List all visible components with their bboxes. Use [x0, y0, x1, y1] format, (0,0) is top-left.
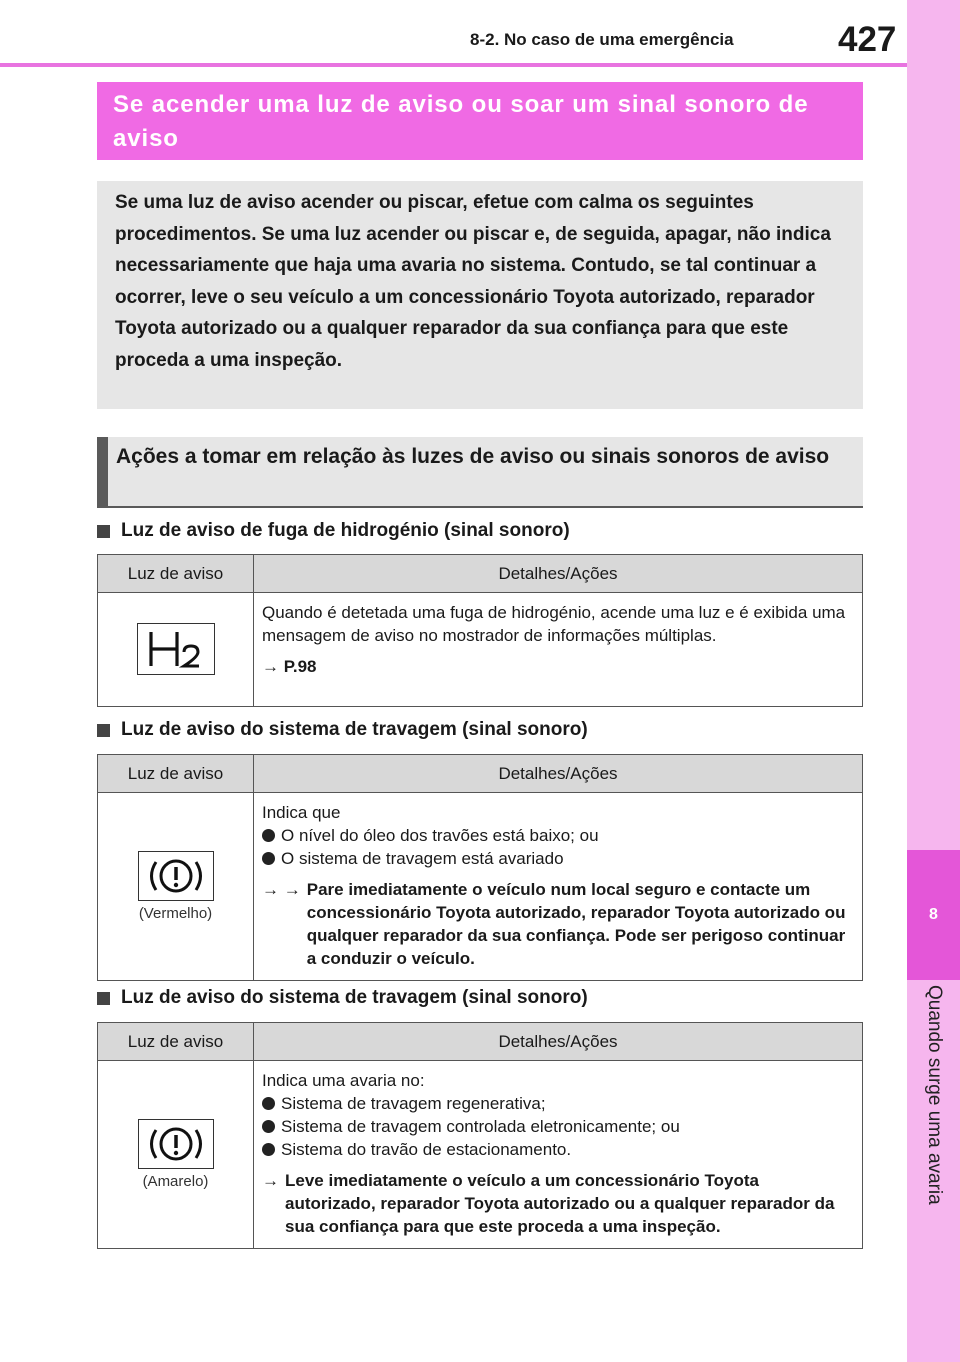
- list-item: [262, 1115, 854, 1138]
- list-item-text: O nível do óleo dos travões está baixo; ou: [281, 826, 599, 845]
- action-note-text: Pare imediatamente o veículo num local seguro e contacte um concessionário Toyota autorizado, reparador Toyota autorizado ou qualquer reparador da sua confiança. Pode ser perigoso continuar a conduzir o veículo.: [306, 880, 846, 968]
- warning-table-brake-amber: [97, 1022, 863, 1249]
- warning-light-color-label: (Vermelho): [138, 905, 213, 922]
- table-row: [98, 593, 863, 707]
- item-heading-hydrogen: [97, 520, 570, 542]
- arrow-icon: → →: [262, 880, 301, 899]
- list-item: [262, 1138, 854, 1161]
- action-note: [262, 1169, 854, 1238]
- detail-intro: Indica uma avaria no:: [262, 1071, 425, 1090]
- column-header-details: Detalhes/Ações: [254, 555, 863, 593]
- subsection-heading: [97, 437, 863, 508]
- item-heading-text: Luz de aviso do sistema de travagem (sinal sonoro): [121, 719, 588, 740]
- detail-intro: Indica que: [262, 803, 341, 822]
- column-header-light: Luz de aviso: [98, 555, 254, 593]
- warning-light-cell: [98, 793, 254, 981]
- square-bullet-icon: [97, 724, 110, 737]
- column-header-details: Detalhes/Ações: [254, 755, 863, 793]
- column-header-light: Luz de aviso: [98, 1023, 254, 1061]
- subsection-heading-title: Ações a tomar em relação às luzes de aviso ou sinais sonoros de aviso: [116, 445, 830, 468]
- chapter-number: 8: [929, 906, 938, 923]
- item-heading-text: Luz de aviso do sistema de travagem (sinal sonoro): [121, 987, 588, 1008]
- table-header-row: [98, 555, 863, 593]
- list-item: [262, 847, 854, 870]
- list-item-text: Sistema de travagem controlada eletronicamente; ou: [281, 1117, 680, 1136]
- section-banner: [97, 82, 863, 160]
- column-header-details: Detalhes/Ações: [254, 1023, 863, 1061]
- brake-system-warning-icon: [138, 1119, 214, 1169]
- item-heading-text: Luz de aviso de fuga de hidrogénio (sinal sonoro): [121, 520, 570, 541]
- item-heading-brake-red: [97, 719, 588, 741]
- arrow-icon: →: [262, 657, 279, 676]
- warning-light-cell: [98, 593, 254, 707]
- round-bullet-icon: [262, 829, 275, 842]
- list-item-text: O sistema de travagem está avariado: [281, 849, 564, 868]
- page-reference: [262, 655, 854, 678]
- table-header-row: [98, 755, 863, 793]
- round-bullet-icon: [262, 1097, 275, 1110]
- warning-table-brake-red: [97, 754, 863, 981]
- warning-light-cell: [98, 1061, 254, 1249]
- header-divider: [0, 63, 907, 67]
- list-item-text: Sistema do travão de estacionamento.: [281, 1140, 572, 1159]
- table-header-row: [98, 1023, 863, 1061]
- chapter-title: Quando surge uma avaria: [924, 985, 945, 1205]
- square-bullet-icon: [97, 525, 110, 538]
- brake-system-warning-icon: [138, 851, 214, 901]
- warning-light-color-label: (Amarelo): [142, 1173, 209, 1190]
- action-note-text: Leve imediatamente o veículo a um concessionário Toyota autorizado, reparador Toyota autorizado ou a qualquer reparador da sua confiança para que este proceda a uma inspeção.: [285, 1171, 835, 1236]
- detail-text: Quando é detetada uma fuga de hidrogénio, acende uma luz e é exibida uma mensagem de aviso no mostrador de informações múltiplas.: [262, 603, 846, 645]
- page-number: 427: [838, 20, 897, 59]
- intro-box: [97, 181, 863, 409]
- details-cell: [254, 1061, 863, 1249]
- round-bullet-icon: [262, 852, 275, 865]
- round-bullet-icon: [262, 1143, 275, 1156]
- square-bullet-icon: [97, 992, 110, 1005]
- action-note: [262, 878, 854, 970]
- chapter-title-container: [910, 960, 958, 1230]
- round-bullet-icon: [262, 1120, 275, 1133]
- table-row: [98, 793, 863, 981]
- intro-text: Se uma luz de aviso acender ou piscar, efetue com calma os seguintes procedimentos. Se uma luz acender ou piscar e, de seguida, apagar, não indica necessariamente que haja uma avaria no sistema. Contudo, se tal continuar a ocorrer, leve o seu veículo a um concessionário Toyota autorizado, reparador Toyota autorizado ou a qualquer reparador da sua confiança para que este proceda a uma inspeção.: [115, 192, 831, 371]
- warning-table-hydrogen: [97, 554, 863, 707]
- section-banner-title: Se acender uma luz de aviso ou soar um sinal sonoro de aviso: [113, 91, 809, 152]
- list-item: [262, 1092, 854, 1115]
- page-section-title: 8-2. No caso de uma emergência: [470, 30, 734, 49]
- details-cell: [254, 793, 863, 981]
- list-item-text: Sistema de travagem regenerativa;: [281, 1094, 546, 1113]
- details-cell: [254, 593, 863, 707]
- table-row: [98, 1061, 863, 1249]
- hydrogen-leak-icon: [137, 623, 215, 675]
- column-header-light: Luz de aviso: [98, 755, 254, 793]
- list-item: [262, 824, 854, 847]
- page-reference-link[interactable]: P.98: [283, 657, 317, 676]
- item-heading-brake-amber: [97, 987, 588, 1009]
- arrow-icon: →: [262, 1171, 279, 1190]
